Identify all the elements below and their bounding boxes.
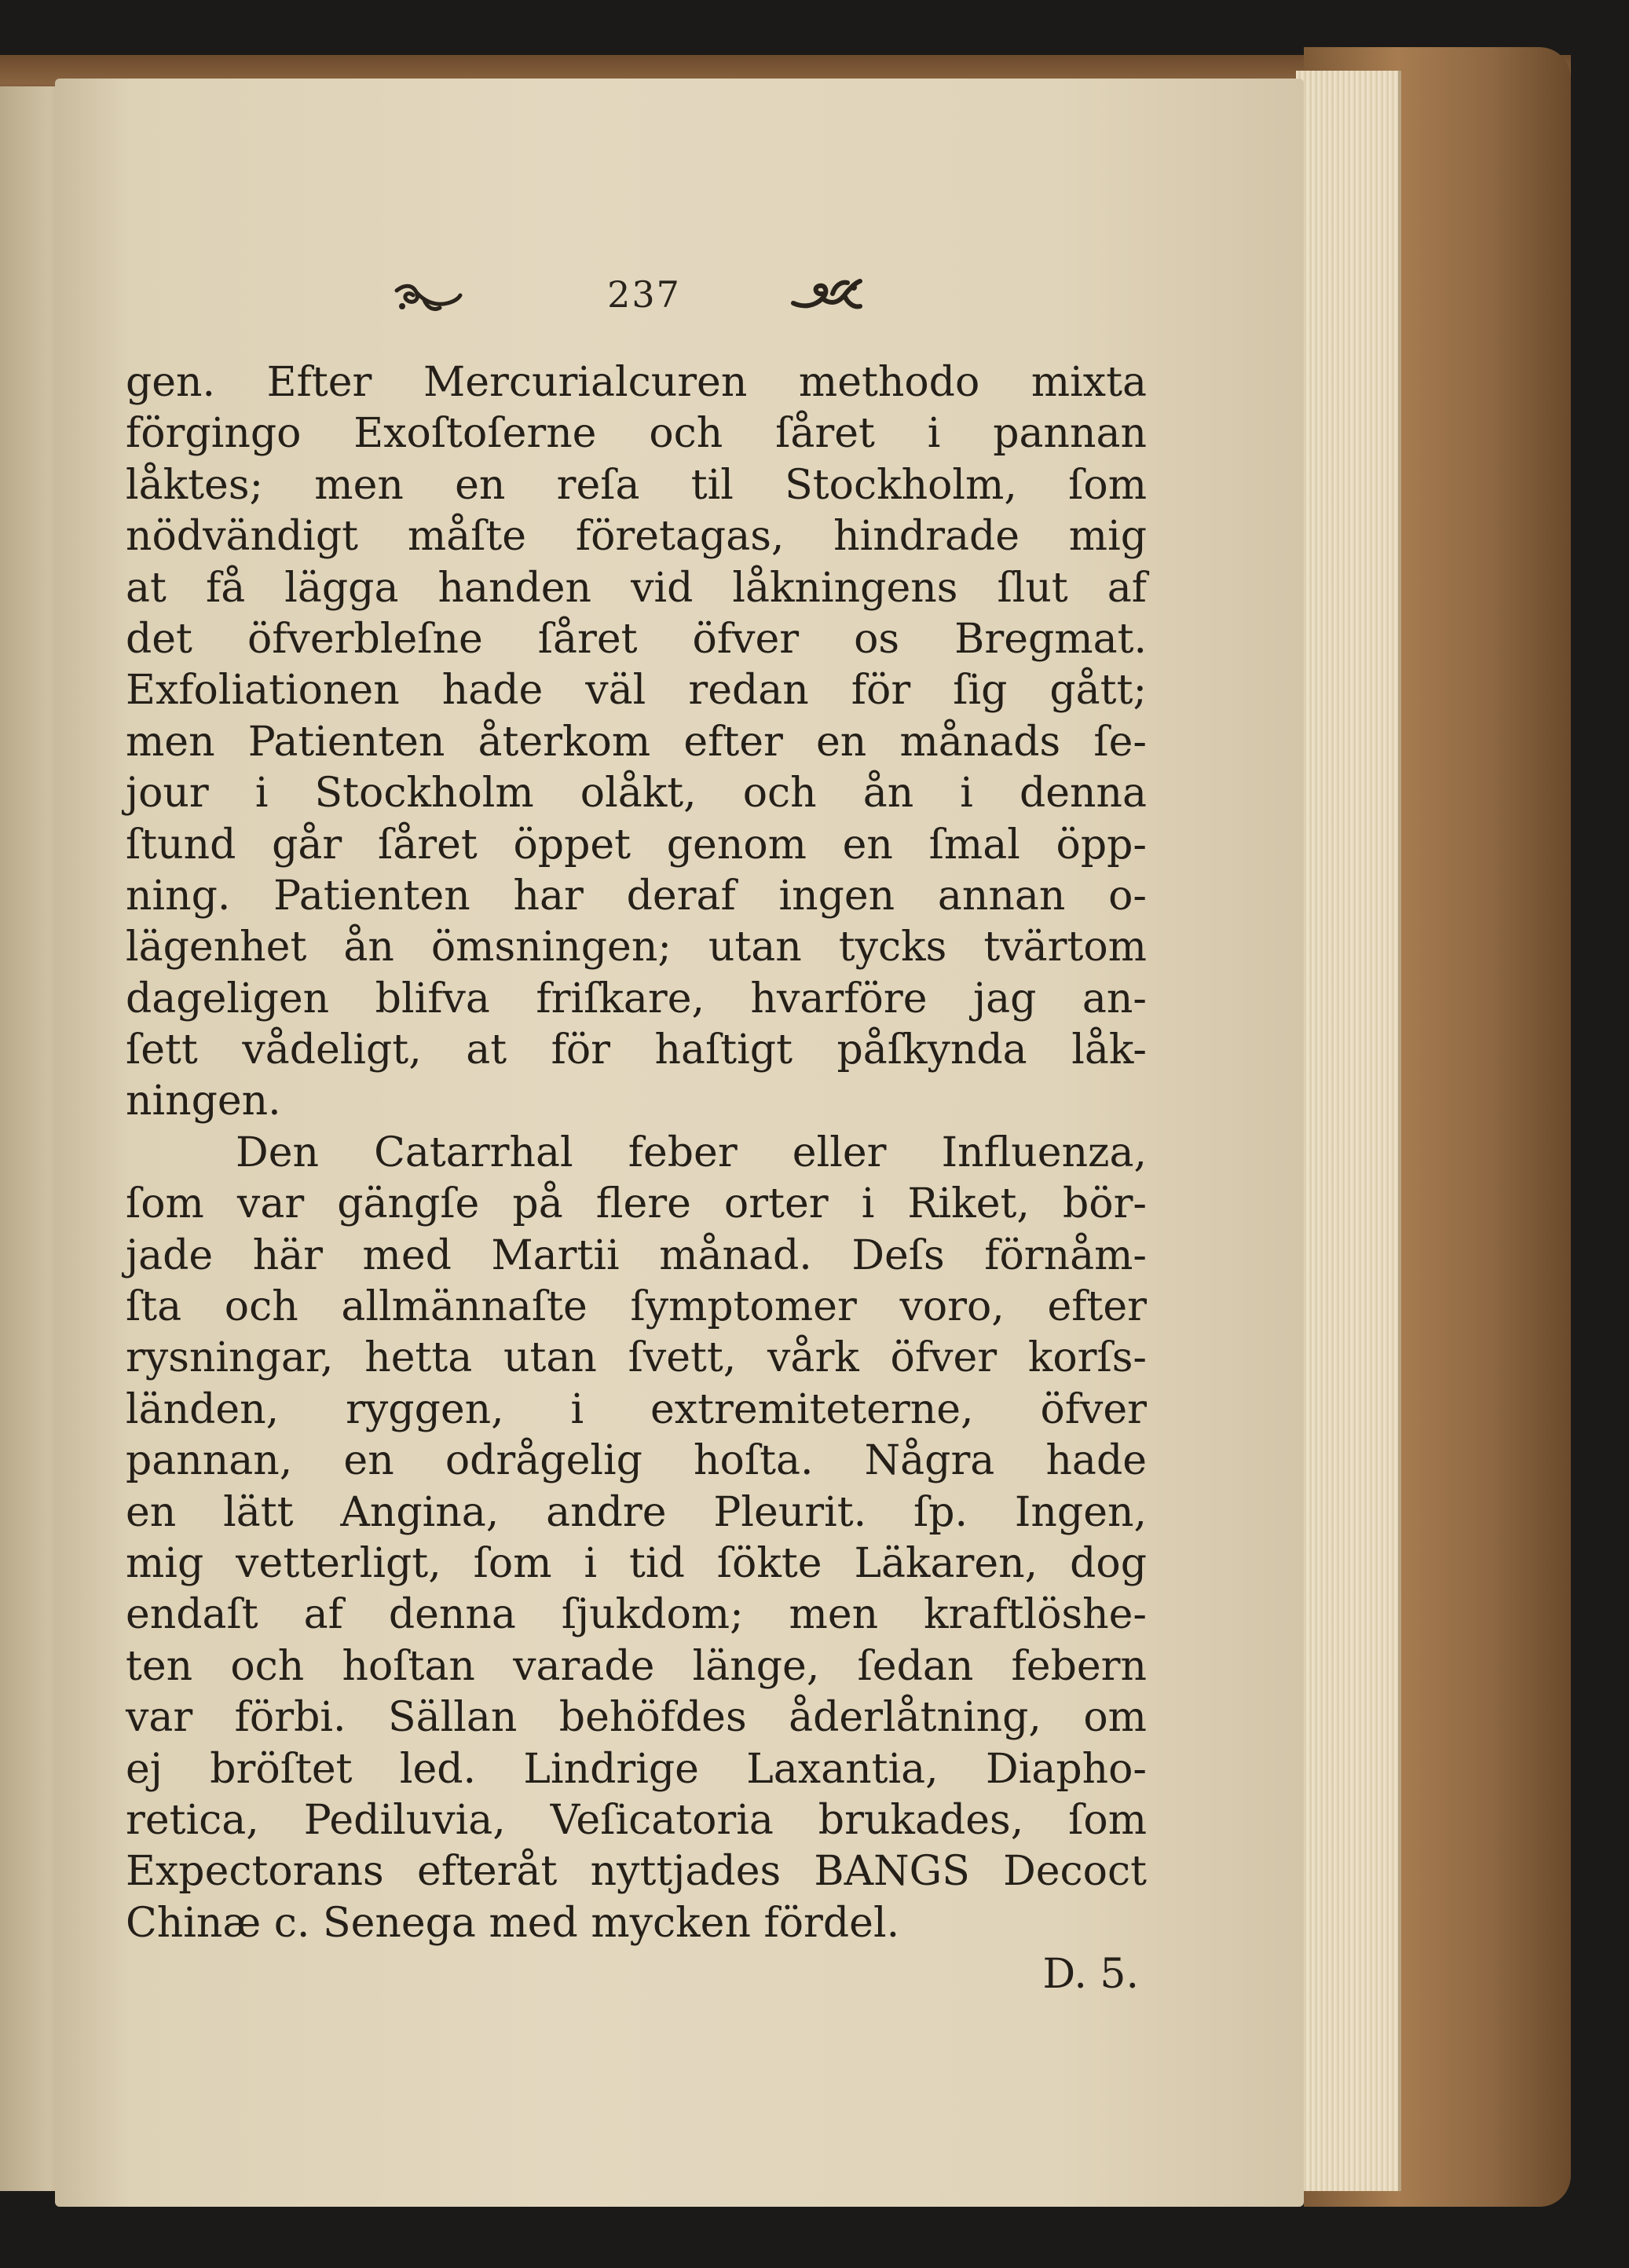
text-line: gen. Efter Mercurialcuren methodo mixta — [126, 359, 1147, 406]
text-line: pannan, en odrågelig hoſta. Några hade — [126, 1437, 1147, 1485]
page-header — [55, 273, 1304, 328]
text-line: ning. Patienten har deraf ingen annan o- — [126, 872, 1147, 920]
text-line: rysningar, hetta utan ſvett, vårk öfver korſs- — [126, 1334, 1147, 1382]
text-line: at få lägga handen vid låkningens ſlut af — [126, 564, 1147, 612]
fleuron-right-icon — [789, 276, 864, 314]
text-line: jade här med Martii månad. Deſs förnåm- — [126, 1231, 1147, 1279]
text-line: ſtund går ſåret öppet genom en ſmal öpp- — [126, 821, 1147, 869]
text-line: men Patienten återkom efter en månads ſe- — [126, 718, 1147, 766]
body-text — [126, 357, 1147, 2001]
text-line: retica, Pediluvia, Veſicatoria brukades, ſom — [126, 1796, 1147, 1844]
text-line: nödvändigt måſte företagas, hindrade mig — [126, 513, 1147, 561]
text-line: länden, ryggen, i extremiteterne, öfver — [126, 1385, 1147, 1433]
text-line: mig vetterligt, ſom i tid ſökte Läkaren, dog — [126, 1539, 1147, 1587]
text-line: en lätt Angina, andre Pleurit. ſp. Ingen, — [126, 1488, 1147, 1536]
text-line: endaſt af denna ſjukdom; men kraftlöshe- — [126, 1591, 1147, 1639]
text-line: ten och hoſtan varade länge, ſedan febern — [126, 1642, 1147, 1690]
text-line: ej bröſtet led. Lindrige Laxantia, Diapho- — [126, 1745, 1147, 1793]
text-line: Expectorans efteråt nyttjades BANGS Decoct — [126, 1848, 1147, 1896]
book-page — [55, 79, 1304, 2207]
text-line: låktes; men en reſa til Stockholm, ſom — [126, 461, 1147, 509]
page-edges — [1296, 71, 1401, 2191]
text-line: ningen. — [126, 1077, 281, 1125]
text-line: det öfverbleſne ſåret öfver os Bregmat. — [126, 615, 1147, 663]
text-line: Chinæ c. Senega med mycken fördel. — [126, 1899, 900, 1947]
text-line: Den Catarrhal feber eller Influenza, — [236, 1129, 1147, 1176]
text-line: dageligen blifva friſkare, hvarföre jag an- — [126, 975, 1147, 1022]
text-line: förgingo Exoſtoſerne och ſåret i pannan — [126, 410, 1147, 458]
text-line: Exfoliationen hade väl redan för ſig gått; — [126, 667, 1147, 715]
fleuron-left-icon — [393, 283, 463, 314]
text-line: var förbi. Sällan behöfdes åderlåtning, om — [126, 1694, 1147, 1742]
page-number: 237 — [607, 273, 681, 316]
text-line: ſta och allmännaſte ſymptomer voro, efter — [126, 1283, 1147, 1331]
catchword: D. 5. — [1042, 1951, 1139, 1999]
text-line: jour i Stockholm olåkt, och ån i denna — [126, 770, 1147, 818]
text-line: ſom var gängſe på flere orter i Riket, bör- — [126, 1180, 1147, 1228]
text-line: lägenhet ån ömsningen; utan tycks tvärtom — [126, 924, 1147, 971]
text-line: ſett vådeligt, at för haſtigt påſkynda låk- — [126, 1026, 1147, 1074]
